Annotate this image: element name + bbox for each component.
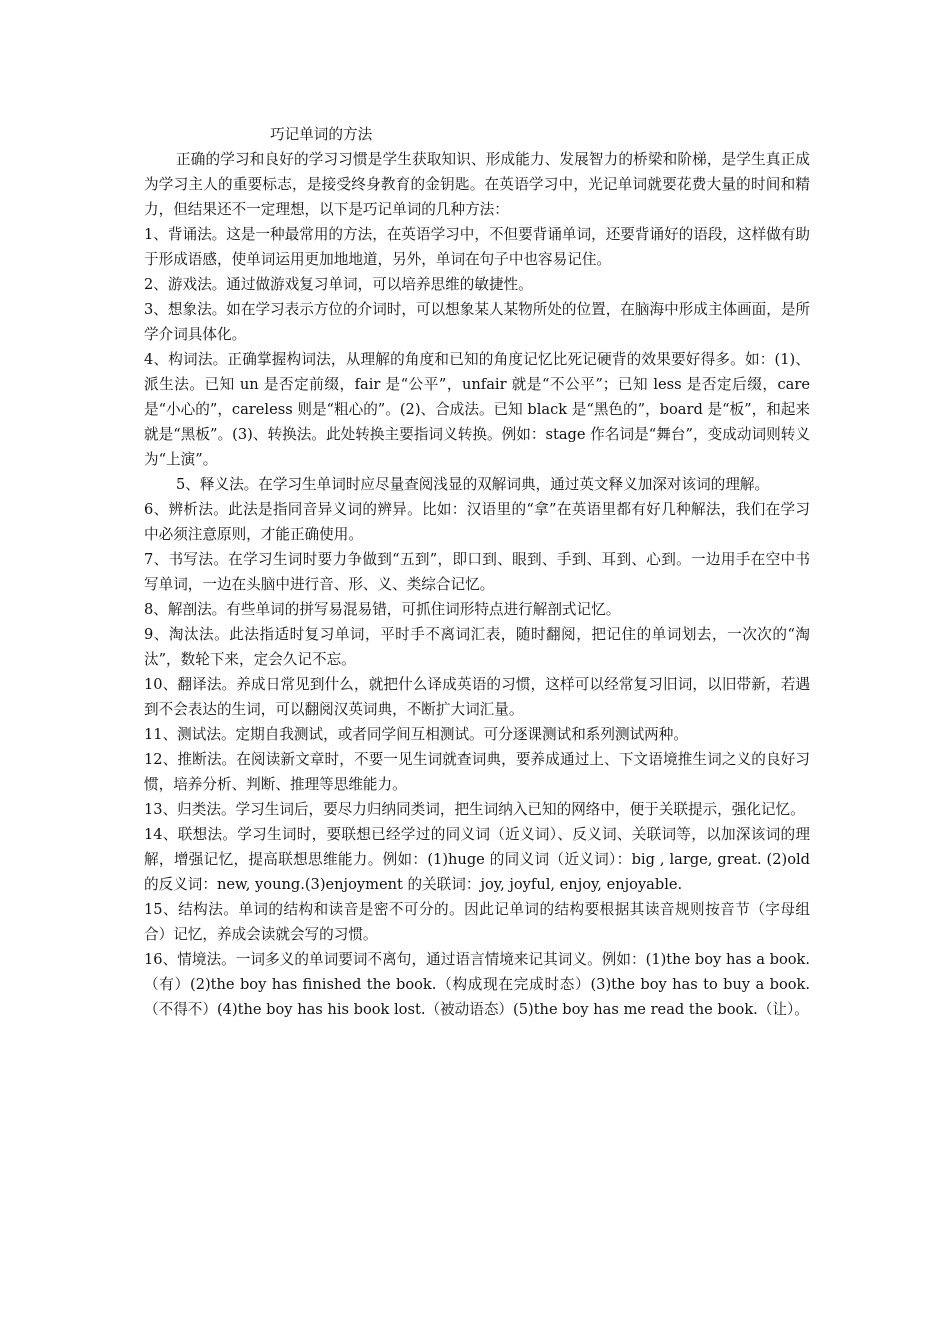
method-6: 6、辨析法。此法是指同音异义词的辨异。比如：汉语里的“拿”在英语里都有好几种解法，我们在学习中必须注意原则，才能正确使用。: [144, 501, 810, 543]
method-10: 10、翻译法。养成日常见到什么，就把什么译成英语的习惯，这样可以经常复习旧词，以旧带新，若遇到不会表达的生词，可以翻阅汉英词典，不断扩大词汇量。: [144, 676, 810, 718]
method-13: 13、归类法。学习生词后，要尽力归纳同类词，把生词纳入已知的网络中，便于关联提示，强化记忆。: [144, 801, 805, 818]
method-7: 7、书写法。在学习生词时要力争做到“五到”，即口到、眼到、手到、耳到、心到。一边用手在空中书写单词，一边在头脑中进行音、形、义、类综合记忆。: [144, 551, 810, 593]
document-title: 巧记单词的方法: [270, 126, 373, 143]
method-1: 1、背诵法。这是一种最常用的方法，在英语学习中，不但要背诵单词，还要背诵好的语段，这样做有助于形成语感，使单词运用更加地地道，另外，单词在句子中也容易记住。: [144, 226, 811, 268]
method-5: 5、释义法。在学习生单词时应尽量查阅浅显的双解词典，通过英文释义加深对该词的理解。: [176, 476, 770, 493]
document-page: [144, 122, 810, 1022]
intro-paragraph: 正确的学习和良好的学习习惯是学生获取知识、形成能力、发展智力的桥梁和阶梯，是学生真正成为学习主人的重要标志，是接受终身教育的金钥匙。在英语学习中，光记单词就要花费大量的时间和精力，但结果还不一定理想，以下是巧记单词的几种方法：: [144, 151, 810, 218]
method-2: 2、游戏法。通过做游戏复习单词，可以培养思维的敏捷性。: [144, 276, 533, 293]
method-15: 15、结构法。单词的结构和读音是密不可分的。因此记单词的结构要根据其读音规则按音节（字母组合）记忆，养成会读就会写的习惯。: [144, 901, 810, 943]
method-3: 3、想象法。如在学习表示方位的介词时，可以想象某人某物所处的位置，在脑海中形成主体画面，是所学介词具体化。: [144, 301, 811, 343]
method-4: 4、构词法。正确掌握构词法，从理解的角度和已知的角度记忆比死记硬背的效果要好得多。如：(1)、派生法。已知 un 是否定前缀，fair 是“公平”，unfair 就是“不公平”；已知 less 是否定后缀，care 是“小心的”，careless 则是“粗心的”。(2)、合成法。已知 black 是“黑色的”，board 是“板”，和起来就是“黑板”。(3)、转换法。此处转换主要指词义转换。例如：stage 作名词是“舞台”，变成动词则转义为“上演”。: [144, 351, 810, 468]
method-8: 8、解剖法。有些单词的拼写易混易错，可抓住词形特点进行解剖式记忆。: [144, 601, 621, 618]
method-14: 14、联想法。学习生词时，要联想已经学过的同义词（近义词）、反义词、关联词等，以加深该词的理解，增强记忆，提高联想思维能力。例如：(1)huge 的同义词（近义词）：big , large, great. (2)old 的反义词：new, young.(3)enjoyment 的关联词：joy, joyful, enjoy, enjoyable.: [144, 826, 810, 893]
method-11: 11、测试法。定期自我测试，或者同学间互相测试。可分逐课测试和系列测试两种。: [144, 726, 688, 743]
method-12: 12、推断法。在阅读新文章时，不要一见生词就查词典，要养成通过上、下文语境推生词之义的良好习惯，培养分析、判断、推理等思维能力。: [144, 751, 810, 793]
method-16: 16、情境法。一词多义的单词要词不离句，通过语言情境来记其词义。例如：(1)the boy has a book.（有）(2)the boy has finished the book.（构成现在完成时态）(3)the boy has to buy a book.（不得不）(4)the boy has his book lost.（被动语态）(5)the boy has me read the book.（让）。: [144, 951, 810, 1018]
method-9: 9、淘汰法。此法指适时复习单词，平时手不离词汇表，随时翻阅，把记住的单词划去，一次次的“淘汰”，数轮下来，定会久记不忘。: [144, 626, 810, 668]
